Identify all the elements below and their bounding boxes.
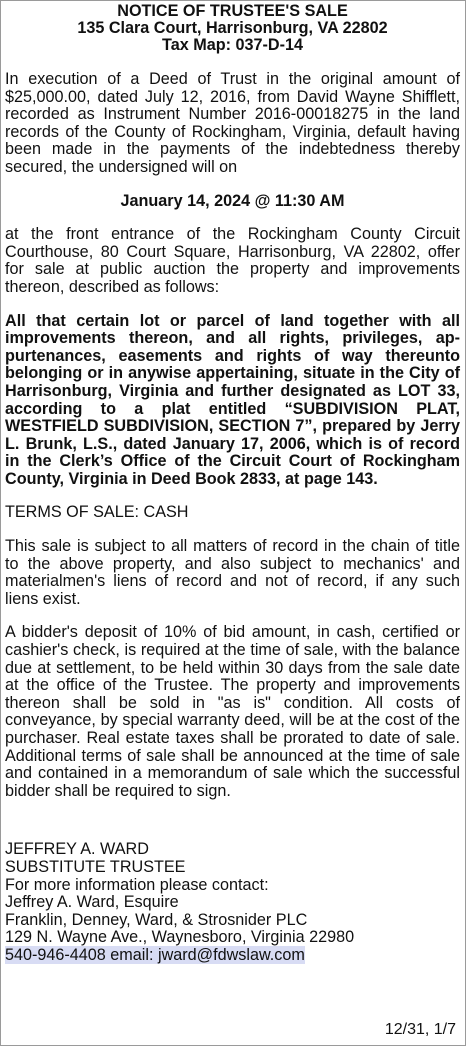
intro-paragraph: In execution of a Deed of Trust in the original amount of $25,000.00, dated July 12, 2016, from David Wayne Shifflett, recorded as Instrument Number 2016-00018275 in the land records of the County of Rockingham, Virginia, default having been made in the payments of the indebtedness thereby secured, the undersigned will on	[5, 70, 460, 176]
property-address: 135 Clara Court, Harrisonburg, VA 22802	[77, 19, 388, 37]
publication-dates: 12/31, 1/7	[384, 1021, 456, 1039]
law-firm: Franklin, Denney, Ward, & Strosnider PLC	[5, 910, 308, 929]
firm-address: 129 N. Wayne Ave., Waynesboro, Virginia 22980	[5, 928, 355, 947]
signature-block	[5, 841, 460, 964]
location-paragraph: at the front entrance of the Rockingham County Circuit Courthouse, 80 Court Square, Harrisonburg, VA 22802, offer for sale at public auction the property and improvements thereon, described as follows:	[5, 225, 460, 296]
contact-name: Jeffrey A. Ward, Esquire	[5, 893, 179, 912]
terms-deposit-paragraph: A bidder's deposit of 10% of bid amount, in cash, certified or cashier's check, is required at the time of sale, with the balance due at settlement, to be held within 30 days from the sale date at the office of the Trustee. The property and improvements thereon shall be sold in "as is" condition. All costs of conveyance, by special warranty deed, will be at the cost of the purchaser. Real estate taxes shall be prorated to date of sale. Additional terms of sale shall be announced at the time of sale and contained in a memorandum of sale which the successful bidder shall be required to sign.	[5, 623, 460, 800]
phone-email[interactable]: 540-946-4408 email: jward@fdwslaw.com	[5, 945, 305, 964]
trustee-name: JEFFREY A. WARD	[5, 840, 149, 859]
legal-description: All that certain lot or parcel of land together with all improvements thereon, and all rights, privileges, appurtenances, easements and rights of way thereunto belonging or in anywise appertaining, situate in the City of Harrisonburg, Virginia and further designated as LOT 33, according to a plat entitled “SUBDIVISION PLAT, WESTFIELD SUBDIVISION, SECTION 7”, prepared by Jerry L. Brunk, L.S., dated January 17, 2006, which is of record in the Clerk’s Office of the Circuit Court of Rockingham County, Virginia in Deed Book 2833, at page 143.	[5, 311, 460, 488]
notice-header	[5, 3, 460, 54]
contact-prompt: For more information please contact:	[5, 875, 269, 894]
sale-date: January 14, 2024 @ 11:30 AM	[120, 191, 345, 210]
notice-title: NOTICE OF TRUSTEE'S SALE	[117, 2, 348, 20]
terms-heading: TERMS OF SALE: CASH	[5, 503, 189, 522]
terms-matters-paragraph: This sale is subject to all matters of record in the chain of title to the above property, and also subject to mechanics' and materialmen's liens of record and not of record, if any such liens exist.	[5, 537, 460, 608]
trustee-role: SUBSTITUTE TRUSTEE	[5, 857, 186, 876]
tax-map: Tax Map: 037-D-14	[162, 36, 303, 54]
